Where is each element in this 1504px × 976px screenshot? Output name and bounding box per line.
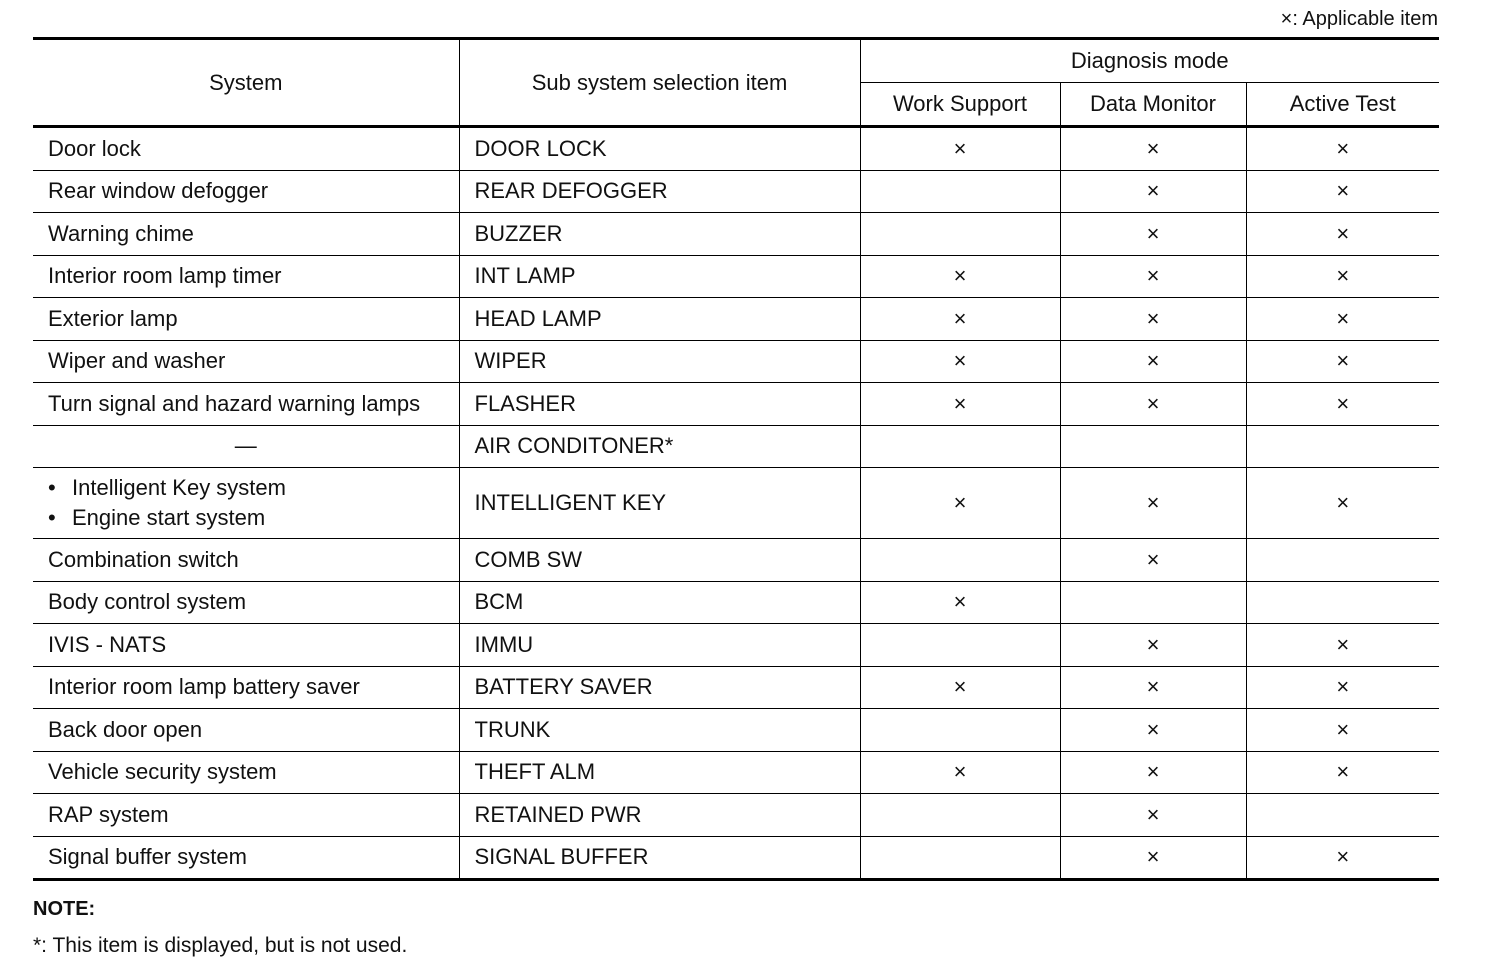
system-cell: Interior room lamp battery saver <box>33 666 459 709</box>
sub-system-cell: WIPER <box>459 340 860 383</box>
table-row <box>33 581 1439 624</box>
system-cell: Wiper and washer <box>33 340 459 383</box>
work-support-mark: × <box>860 468 1060 539</box>
header-active-test: Active Test <box>1246 83 1439 127</box>
active-test-mark: × <box>1246 751 1439 794</box>
system-cell: Door lock <box>33 127 459 171</box>
active-test-mark: × <box>1246 468 1439 539</box>
table-row <box>33 666 1439 709</box>
active-test-mark <box>1246 539 1439 582</box>
system-cell: RAP system <box>33 794 459 837</box>
active-test-mark: × <box>1246 127 1439 171</box>
data-monitor-mark: × <box>1060 213 1246 256</box>
active-test-mark: × <box>1246 340 1439 383</box>
active-test-mark: × <box>1246 170 1439 213</box>
system-cell: IVIS - NATS <box>33 624 459 667</box>
data-monitor-mark: × <box>1060 751 1246 794</box>
system-cell: Warning chime <box>33 213 459 256</box>
system-bullet-item <box>48 503 459 533</box>
data-monitor-mark: × <box>1060 383 1246 426</box>
data-monitor-mark: × <box>1060 539 1246 582</box>
system-bullet-text: Intelligent Key system <box>72 475 286 500</box>
system-cell: Interior room lamp timer <box>33 255 459 298</box>
table-header <box>33 39 1439 127</box>
sub-system-cell: THEFT ALM <box>459 751 860 794</box>
work-support-mark: × <box>860 298 1060 341</box>
work-support-mark: × <box>860 127 1060 171</box>
table-row <box>33 794 1439 837</box>
work-support-mark <box>860 624 1060 667</box>
applicable-item-legend: ×: Applicable item <box>1280 8 1438 30</box>
data-monitor-mark: × <box>1060 468 1246 539</box>
system-cell: — <box>33 425 459 468</box>
data-monitor-mark: × <box>1060 709 1246 752</box>
sub-system-cell: BATTERY SAVER <box>459 666 860 709</box>
work-support-mark <box>860 170 1060 213</box>
system-bullet-item <box>48 473 459 503</box>
sub-system-cell: BCM <box>459 581 860 624</box>
system-cell: Rear window defogger <box>33 170 459 213</box>
table-row <box>33 468 1439 539</box>
sub-system-cell: TRUNK <box>459 709 860 752</box>
work-support-mark: × <box>860 383 1060 426</box>
work-support-mark <box>860 539 1060 582</box>
system-cell: Combination switch <box>33 539 459 582</box>
table-row <box>33 213 1439 256</box>
header-data-monitor: Data Monitor <box>1060 83 1246 127</box>
active-test-mark <box>1246 794 1439 837</box>
table-body <box>33 127 1439 880</box>
work-support-mark: × <box>860 581 1060 624</box>
active-test-mark: × <box>1246 666 1439 709</box>
active-test-mark: × <box>1246 298 1439 341</box>
system-cell: Vehicle security system <box>33 751 459 794</box>
table-row <box>33 425 1439 468</box>
sub-system-cell: SIGNAL BUFFER <box>459 836 860 880</box>
sub-system-cell: FLASHER <box>459 383 860 426</box>
table-row <box>33 298 1439 341</box>
work-support-mark <box>860 794 1060 837</box>
header-sub-system: Sub system selection item <box>459 39 860 127</box>
system-cell: Signal buffer system <box>33 836 459 880</box>
work-support-mark: × <box>860 751 1060 794</box>
table-row <box>33 836 1439 880</box>
data-monitor-mark: × <box>1060 298 1246 341</box>
bullet-icon: • <box>48 505 56 530</box>
sub-system-cell: DOOR LOCK <box>459 127 860 171</box>
data-monitor-mark: × <box>1060 340 1246 383</box>
table-row <box>33 383 1439 426</box>
data-monitor-mark <box>1060 425 1246 468</box>
data-monitor-mark <box>1060 581 1246 624</box>
diagnosis-mode-table <box>33 37 1439 881</box>
table-row <box>33 255 1439 298</box>
system-cell: Back door open <box>33 709 459 752</box>
sub-system-cell: AIR CONDITONER* <box>459 425 860 468</box>
data-monitor-mark: × <box>1060 127 1246 171</box>
work-support-mark <box>860 709 1060 752</box>
data-monitor-mark: × <box>1060 794 1246 837</box>
bullet-icon: • <box>48 475 56 500</box>
active-test-mark: × <box>1246 213 1439 256</box>
sub-system-cell: IMMU <box>459 624 860 667</box>
work-support-mark <box>860 836 1060 880</box>
sub-system-cell: BUZZER <box>459 213 860 256</box>
system-cell: Body control system <box>33 581 459 624</box>
sub-system-cell: REAR DEFOGGER <box>459 170 860 213</box>
sub-system-cell: HEAD LAMP <box>459 298 860 341</box>
table-row <box>33 751 1439 794</box>
sub-system-cell: COMB SW <box>459 539 860 582</box>
sub-system-cell: INTELLIGENT KEY <box>459 468 860 539</box>
table-row <box>33 127 1439 171</box>
work-support-mark <box>860 425 1060 468</box>
data-monitor-mark: × <box>1060 624 1246 667</box>
work-support-mark: × <box>860 666 1060 709</box>
header-system: System <box>33 39 459 127</box>
header-diagnosis-mode: Diagnosis mode <box>860 39 1439 83</box>
sub-system-cell: INT LAMP <box>459 255 860 298</box>
table-row <box>33 539 1439 582</box>
work-support-mark <box>860 213 1060 256</box>
table-row <box>33 340 1439 383</box>
active-test-mark: × <box>1246 383 1439 426</box>
active-test-mark: × <box>1246 709 1439 752</box>
active-test-mark: × <box>1246 624 1439 667</box>
active-test-mark: × <box>1246 836 1439 880</box>
data-monitor-mark: × <box>1060 836 1246 880</box>
active-test-mark <box>1246 581 1439 624</box>
work-support-mark: × <box>860 255 1060 298</box>
header-work-support: Work Support <box>860 83 1060 127</box>
system-cell: Exterior lamp <box>33 298 459 341</box>
work-support-mark: × <box>860 340 1060 383</box>
table-row <box>33 709 1439 752</box>
note-title: NOTE: <box>33 898 96 920</box>
system-cell: Turn signal and hazard warning lamps <box>33 383 459 426</box>
data-monitor-mark: × <box>1060 666 1246 709</box>
note-text: *: This item is displayed, but is not used. <box>33 934 408 957</box>
sub-system-cell: RETAINED PWR <box>459 794 860 837</box>
active-test-mark: × <box>1246 255 1439 298</box>
system-bullet-text: Engine start system <box>72 505 266 530</box>
table-row <box>33 170 1439 213</box>
table-row <box>33 624 1439 667</box>
data-monitor-mark: × <box>1060 255 1246 298</box>
data-monitor-mark: × <box>1060 170 1246 213</box>
system-cell <box>33 468 459 539</box>
active-test-mark <box>1246 425 1439 468</box>
